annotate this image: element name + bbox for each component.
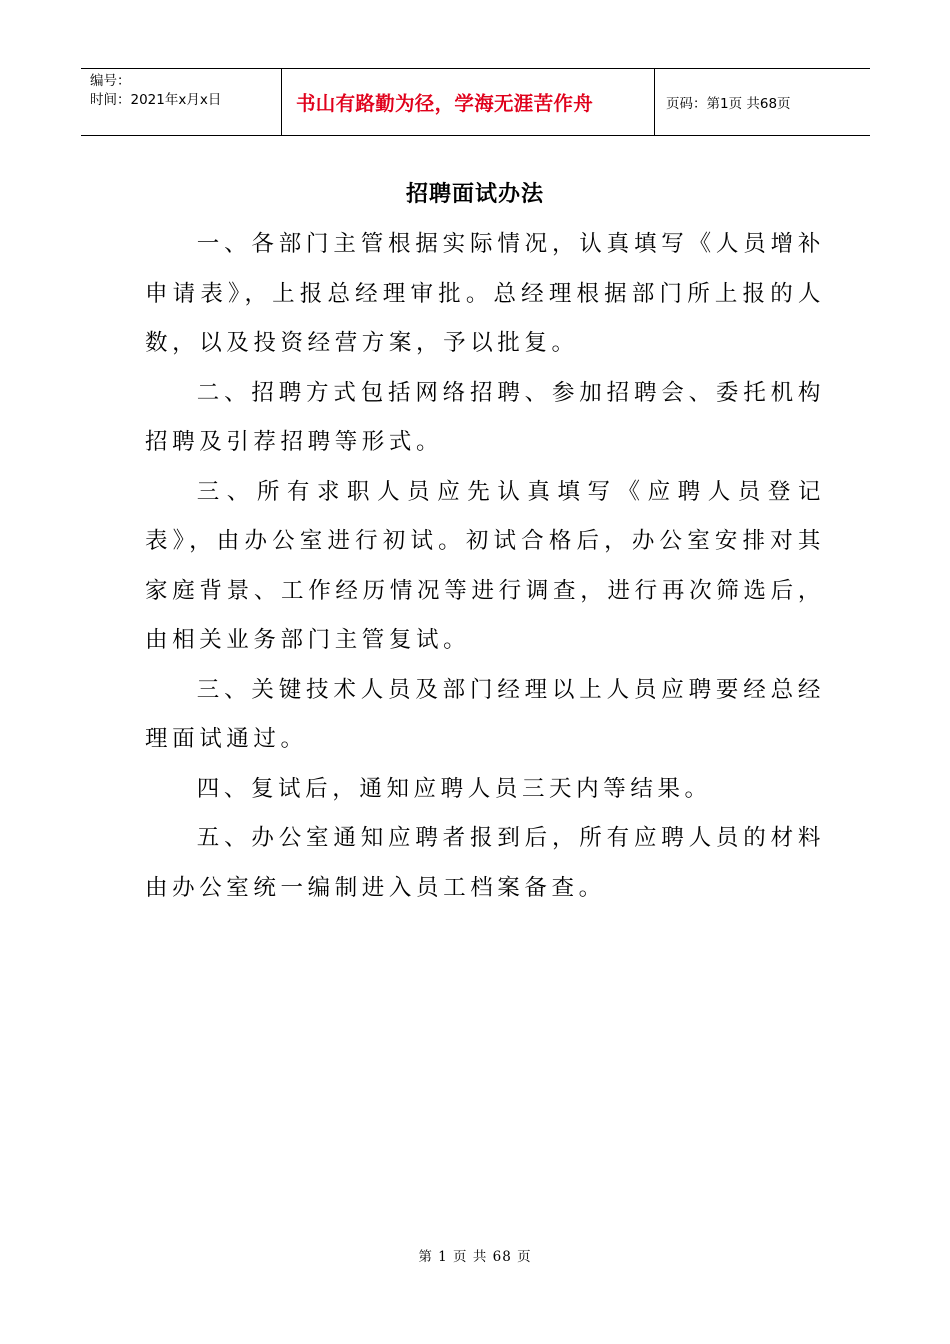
paragraph-5: 四、复试后，通知应聘人员三天内等结果。 [196, 775, 712, 802]
header-motto-cell [282, 69, 655, 135]
document-number-label: 编号： [90, 73, 131, 89]
page-footer: 第 1 页 共 68 页 [418, 1249, 532, 1265]
paragraph-6: 五、办公室通知应聘者报到后，所有应聘人员的材料由办公室统一编制进入员工档案备查。 [145, 825, 825, 901]
header-page-cell [655, 69, 870, 135]
document-title: 招聘面试办法 [405, 182, 544, 207]
document-body [145, 220, 825, 913]
paragraph-4: 三、关键技术人员及部门经理以上人员应聘要经总经理面试通过。 [145, 676, 825, 752]
header-meta-cell [81, 69, 282, 135]
paragraph-2: 二、招聘方式包括网络招聘、参加招聘会、委托机构招聘及引荐招聘等形式。 [145, 379, 825, 455]
paragraph-3: 三、所有求职人员应先认真填写《应聘人员登记表》，由办公室进行初试。初试合格后，办公室安排对其家庭背景、工作经历情况等进行调查，进行再次筛选后，由相关业务部门主管复试。 [145, 478, 825, 653]
header-page-info: 页码：第1页 共68页 [666, 96, 791, 112]
document-time-label: 时间：2021年x月x日 [90, 92, 222, 108]
page-header [81, 68, 870, 136]
header-motto: 书山有路勤为径，学海无涯苦作舟 [296, 92, 594, 115]
paragraph-1: 一、各部门主管根据实际情况，认真填写《人员增补申请表》，上报总经理审批。总经理根据部门所上报的人数，以及投资经营方案，予以批复。 [145, 231, 825, 356]
